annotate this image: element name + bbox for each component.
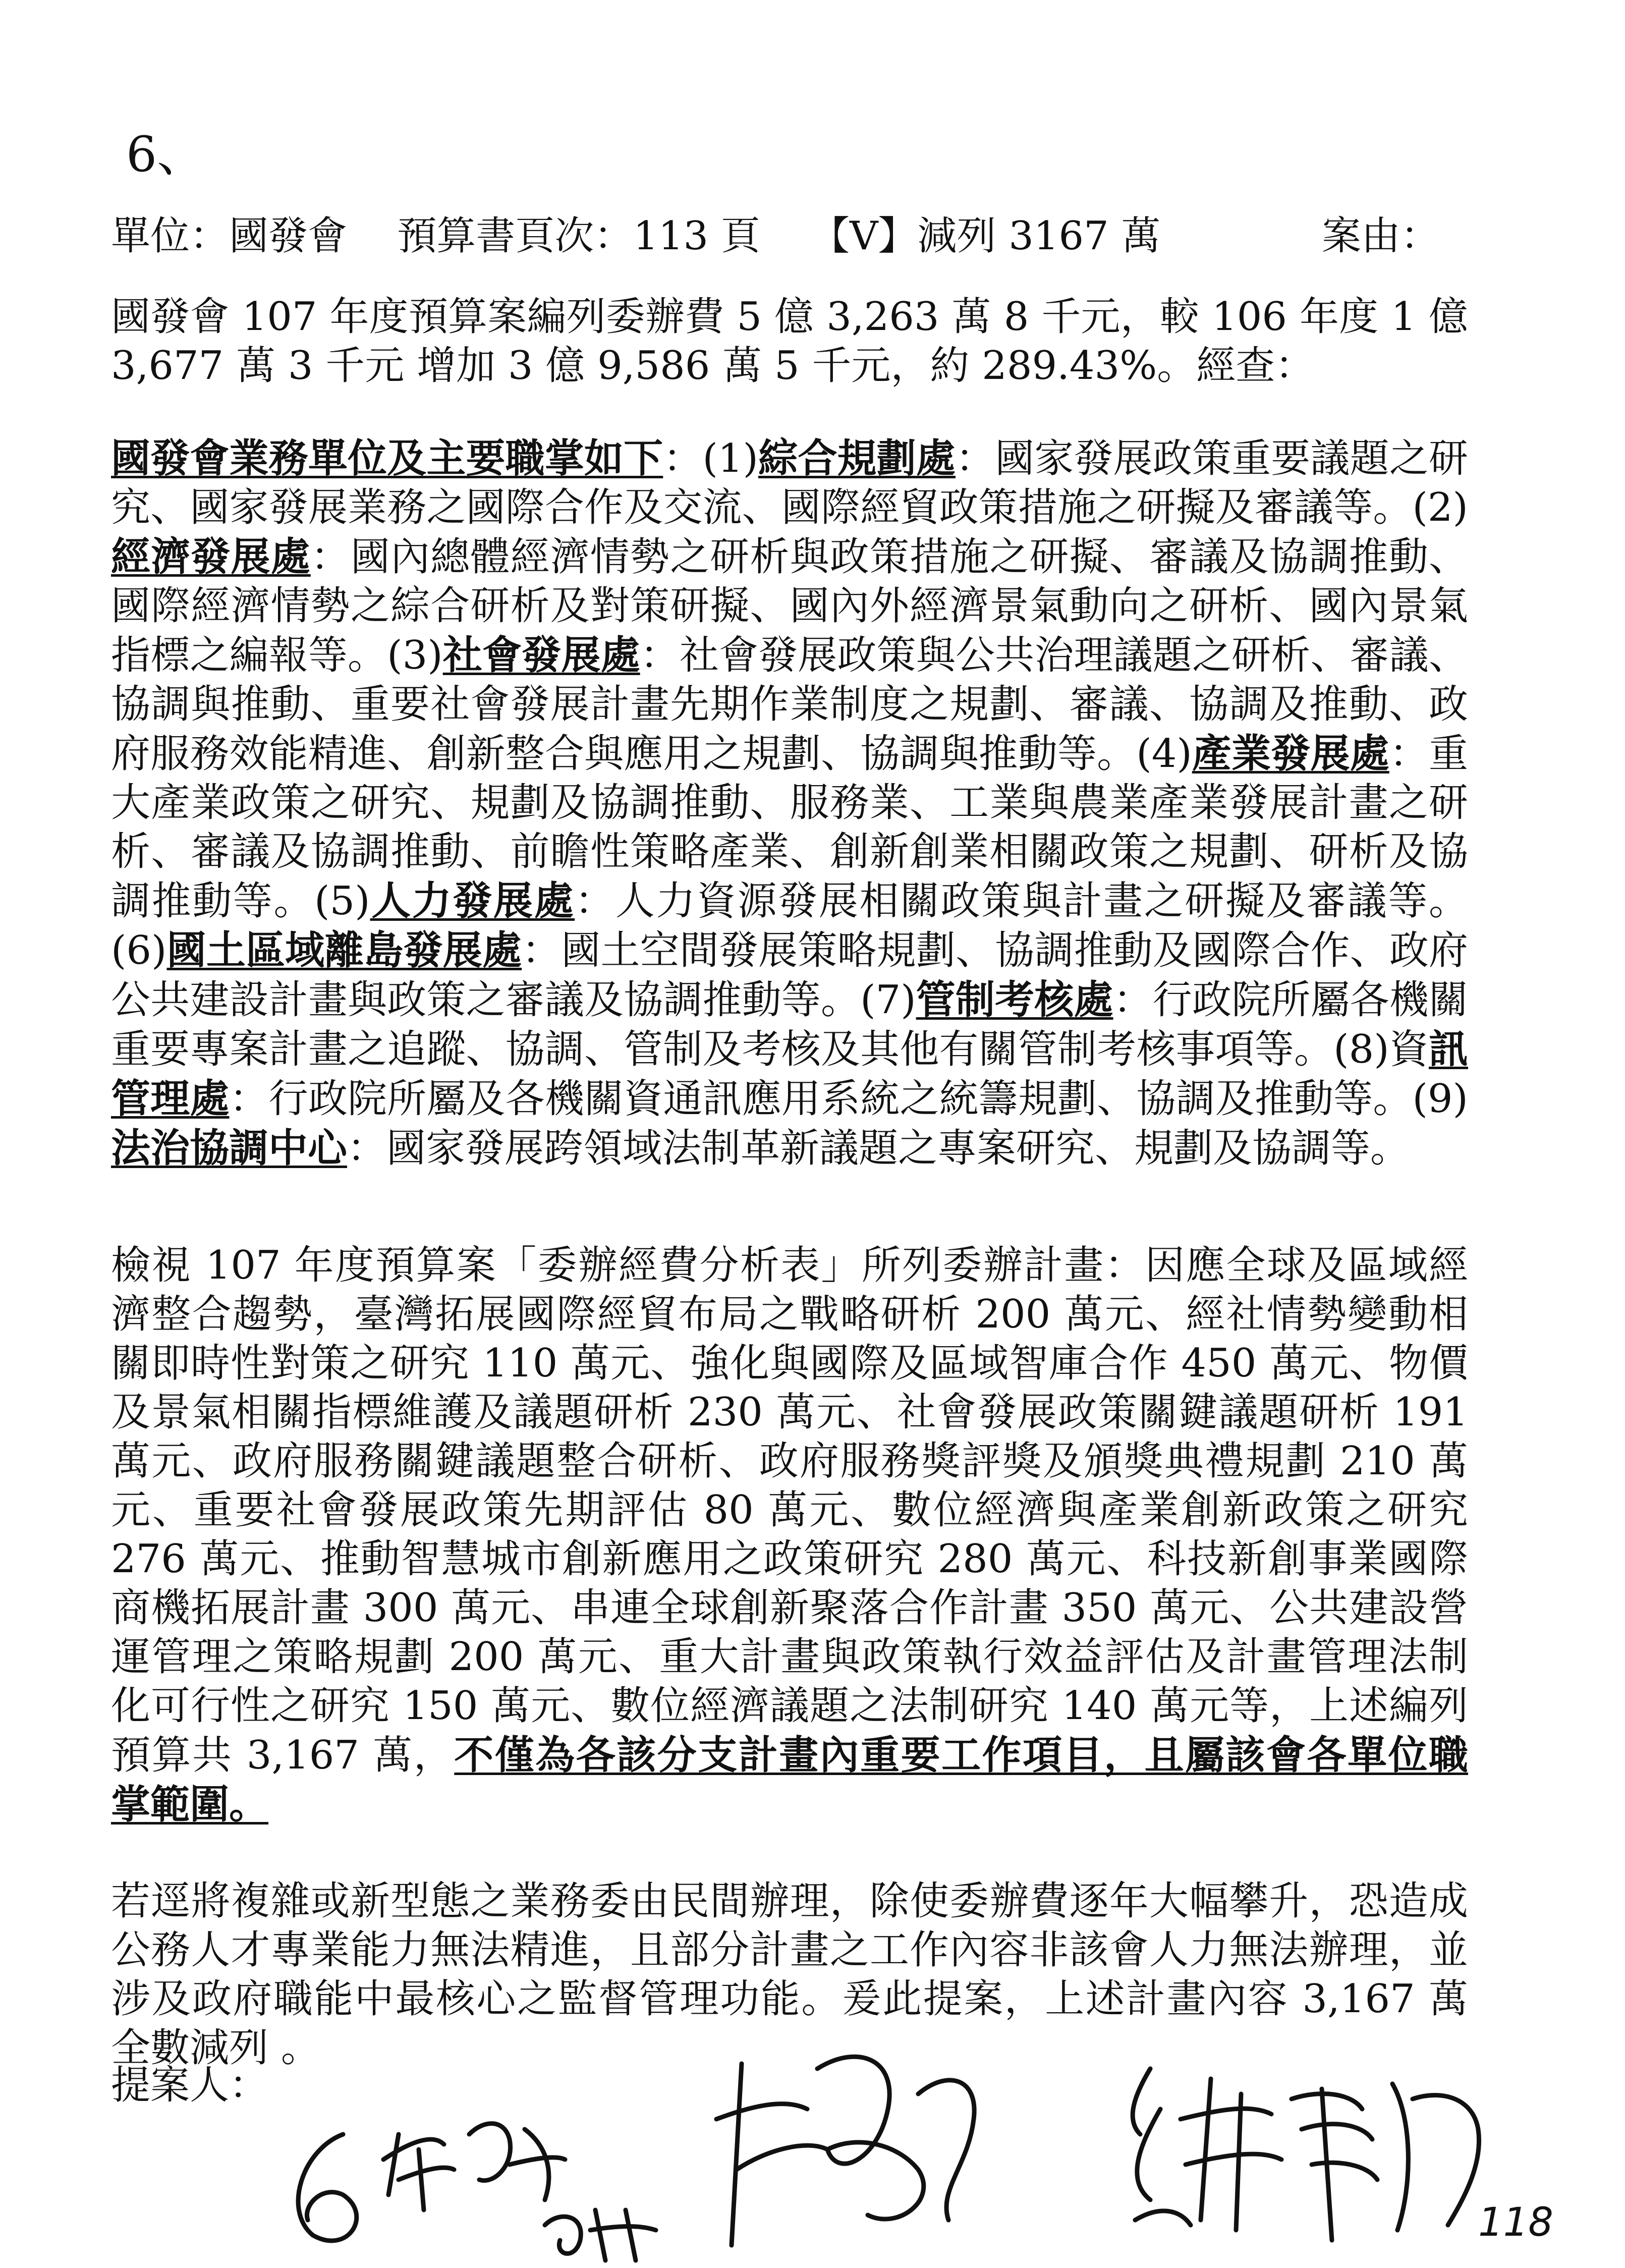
text-span: ：行政院所屬及各機關資通訊應用系統之統籌規劃、協調及推動等。(9)	[229, 1076, 1468, 1122]
plans-text: 檢視 107 年度預算案「委辦經費分析表」所列委辦計畫：因應全球及區域經濟整合趨勢，臺灣拓展國際經貿布局之戰略研析 200 萬元、經社情勢變動相關即時性對策之研究 110 萬元、強化與國際及區域智庫合作 450 萬元、物價及景氣相關指標維護及議題研析 230 萬元、社會發展政策關鍵議題研析 191 萬元、政府服務關鍵議題整合研析、政府服務獎評獎及頒獎典禮規劃 210 萬元、重要社會發展政策先期評估 80 萬元、數位經濟與產業創新政策之研究 276 萬元、推動智慧城市創新應用之政策研究 280 萬元、科技新創事業國際商機拓展計畫 300 萬元、串連全球創新聚落合作計畫 350 萬元、公共建設營運管理之策略規劃 200 萬元、重大計畫與政策執行效益評估及計畫管理法制化可行性之研究 150 萬元、數位經濟議題之法制研究 140 萬元等，上述編列預算共 3,167 萬，	[111, 1243, 1468, 1778]
signature-1	[298, 2124, 656, 2260]
text-span: ：國內總體經濟情勢之研析與政策措施之研擬、審議及協調推動、國際經濟情勢之綜合研析及對策研擬、國內外經濟景氣動向之研析、國內景氣指標之編報等。(3)	[111, 534, 1468, 678]
text-span: ：社會發展政策與公共治理議題之研析、審議、協調與推動、重要社會發展計畫先期作業制度之規劃、審議、協調及推動、政府服務效能精進、創新整合與應用之規劃、協調與推動等。(4)	[111, 633, 1468, 777]
text-span: ：國家發展政策重要議題之研究、國家發展業務之國際合作及交流、國際經貿政策措施之研擬及審議等。(2)	[111, 436, 1468, 530]
dept-social-development: 社會發展處	[442, 632, 640, 678]
dept-national-spatial: 國土區域離島發展處	[166, 927, 522, 973]
emphasis-text: 不僅為各該分支計畫內重要工作項目，且屬該會各單位職掌範圍。	[111, 1732, 1468, 1828]
dept-information-management: 訊管理處	[111, 1026, 1468, 1122]
unit-label: 單位：國發會	[111, 213, 348, 259]
signature-2	[716, 2057, 974, 2245]
dept-control-evaluation: 管制考核處	[916, 977, 1113, 1023]
item-number: 6、	[126, 126, 206, 183]
dept-human-resources: 人力發展處	[370, 878, 575, 924]
dept-legal-coordination: 法治協調中心	[111, 1125, 348, 1171]
dept-industrial-development: 產業發展處	[1192, 731, 1389, 777]
budget-page-label: 預算書頁次：113 頁	[397, 213, 760, 259]
reduction-label: 【V】減列 3167 萬	[810, 213, 1161, 259]
page-number: 118	[1478, 2200, 1553, 2245]
proposer-label: 提案人：	[111, 2063, 269, 2108]
text-span: ：(1)	[663, 436, 758, 481]
text-span: ：重大產業政策之研究、規劃及協調推動、服務業、工業與農業產業發展計畫之研析、審議及協調推動、前瞻性策略產業、創新創業相關政策之規劃、研析及協調推動等。(5)	[111, 731, 1468, 924]
dept-comprehensive-planning: 綜合規劃處	[758, 435, 956, 481]
text-span: ：國家發展跨領域法制革新議題之專案研究、規劃及協調等。	[347, 1126, 1410, 1171]
text-span: ：國土空間發展策略規劃、協調推動及國際合作、政府公共建設計畫與政策之審議及協調推動等。(7)	[111, 928, 1468, 1023]
departments-intro: 國發會業務單位及主要職掌如下	[111, 435, 663, 481]
text-span: ：人力資源發展相關政策與計畫之研擬及審議等。(6)	[111, 878, 1468, 973]
signature-3	[1133, 2069, 1479, 2240]
paragraph-budget-summary: 國發會 107 年度預算案編列委辦費 5 億 3,263 萬 8 千元，較 106 年度 1 億 3,677 萬 3 千元 增加 3 億 9,586 萬 5 千元，約 289.43%。經查：	[111, 294, 1468, 389]
text-span: ：行政院所屬各機關重要專案計畫之追蹤、協調、管制及考核及其他有關管制考核事項等。(8)資	[111, 977, 1468, 1072]
dept-economic-development: 經濟發展處	[111, 534, 311, 580]
case-label: 案由：	[1322, 213, 1440, 259]
paragraph-conclusion: 若逕將複雜或新型態之業務委由民間辦理，除使委辦費逐年大幅攀升，恐造成公務人才專業能力無法精進，且部分計畫之工作內容非該會人力無法辦理，並涉及政府職能中最核心之監督管理功能。爰此提案，上述計畫內容 3,167 萬全數減列 。	[111, 1878, 1468, 2071]
